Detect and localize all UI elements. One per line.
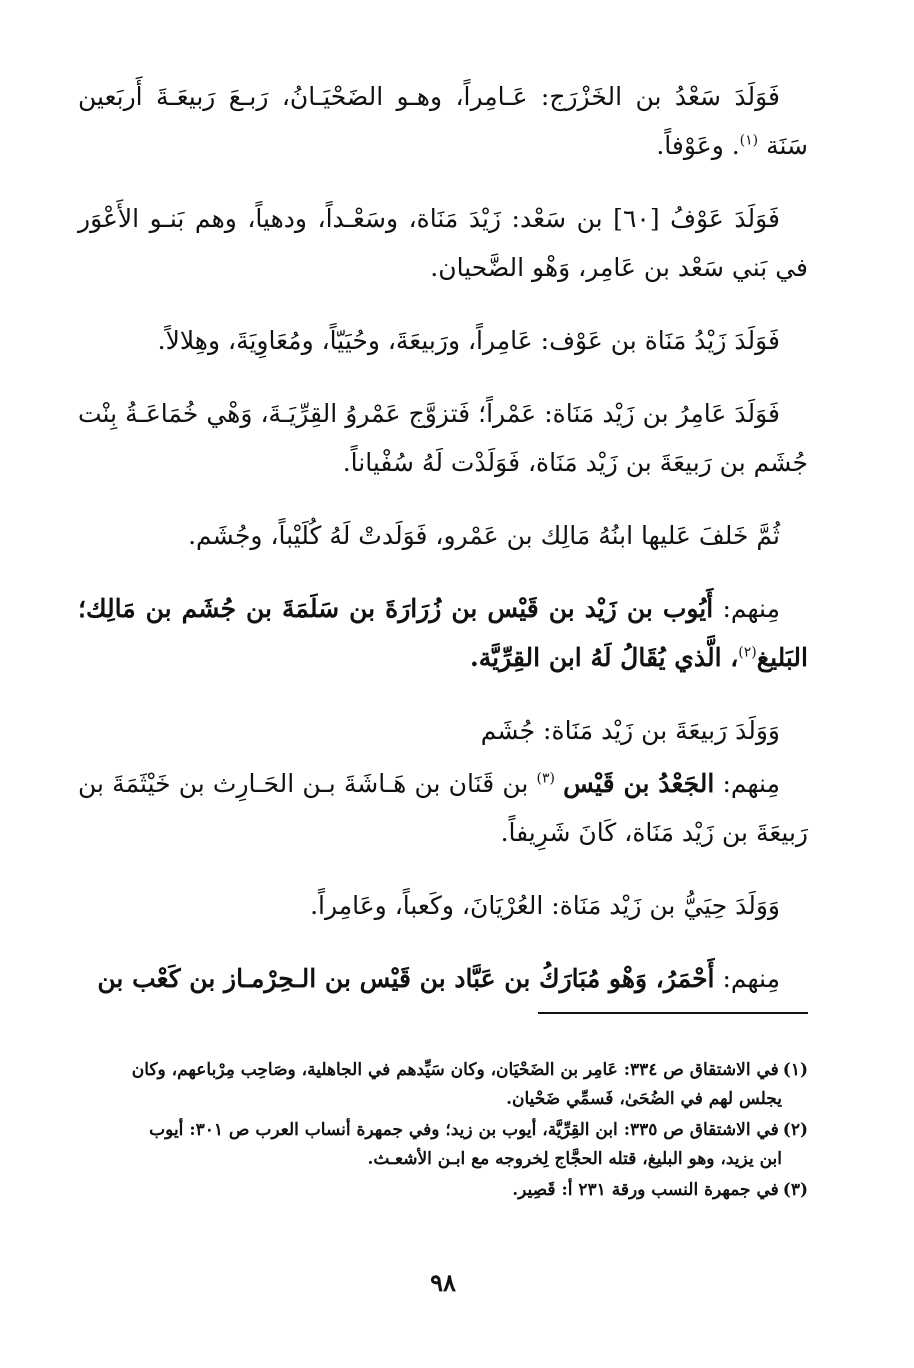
footnote-2 [78, 1116, 808, 1174]
paragraph-1-text: فَوَلَدَ سَعْدُ بن الخَزْرَج: عَـامِراً، وهـو الضَحْيَـانُ، رَبـعَ رَبيعَـةَ أَربَعين سَنَة [78, 82, 808, 160]
paragraph-8-text: الجَعْدُ بن قَيْس [563, 769, 715, 798]
paragraph-2 [78, 194, 808, 292]
paragraph-2-text: فَوَلَدَ عَوْفُ [٦٠] بن سَعْد: زَيْدَ مَنَاة، وسَعْـداً، ودهياً، وهم بَنـو الأَعْوَر في بَني سَعْد بن عَامِر، وَهْو الضَّحيان. [78, 204, 808, 282]
paragraph-10 [78, 954, 808, 1003]
paragraph-4 [78, 389, 808, 487]
footnote-3-number: (٣) [782, 1180, 808, 1200]
paragraph-5-text: ثُمَّ خَلفَ عَليها ابنُهُ مَالِك بن عَمْرو، فَوَلَدتْ لَهُ كُلَيْباً، وجُشَم. [188, 521, 780, 550]
footnote-2-line-2: ابن يزيد، وهو البليغ، قتله الحجَّاج لِخروجه مع ابـن الأشعـث. [367, 1149, 782, 1169]
footnote-ref-2: (٢) [738, 644, 757, 661]
footnote-divider [538, 1012, 808, 1014]
footnotes [78, 1056, 808, 1207]
footnote-2-number: (٢) [782, 1120, 808, 1140]
paragraph-10-text: أَحْمَرُ، وَهْو مُبَارَكُ بن عَبَّاد بن قَيْس بن الـحِرْمـاز بن كَعْب بن [97, 964, 715, 993]
footnote-3 [78, 1176, 808, 1205]
footnote-3-line-1: في جمهرة النسب ورقة ٢٣١ أ: قَصِير. [512, 1180, 779, 1200]
paragraph-4-text: فَوَلَدَ عَامِرُ بن زَيْد مَنَاة: عَمْراً؛ فَتزوَّج عَمْروُ القِرِّيَـةَ، وَهْي خُمَاعَـةُ بِنْت جُشَم بن رَبيعَةَ بن زَيْد مَنَاة، فَوَلَدْت لَهُ سُفْياناً. [78, 399, 808, 477]
paragraph-7-text: وَوَلَدَ رَبيعَةَ بن زَيْد مَنَاة: جُشَم [480, 716, 780, 745]
paragraph-6-text-end: ، الَّذي يُقَالُ لَهُ ابن القِرِّيَّة. [470, 643, 739, 672]
paragraph-8-lead: مِنهم: [722, 769, 780, 798]
book-page [78, 72, 808, 1322]
footnote-1-line-1: في الاشتقاق ص ٣٣٤: عَامِر بن الضَحْيَان، وكان سَيِّدهم في الجاهلية، وصَاحِب مِرْباعهم، وكان [131, 1060, 779, 1080]
paragraph-8-text-end: بن قَنَان بن هَـاشَةَ بـن الحَـارِث بن خَيْثَمَةَ بن رَبيعَةَ بن زَيْد مَنَاة، كَانَ شَرِيفاً. [78, 769, 808, 847]
paragraph-6 [78, 584, 808, 682]
footnote-ref-3: (٣) [536, 770, 555, 787]
paragraph-3-text: فَوَلَدَ زَيْدُ مَنَاة بن عَوْف: عَامِراً، ورَبيعَةَ، وحُيَيّاً، ومُعَاوِيَةَ، وهِلالاً. [157, 326, 780, 355]
paragraph-1 [78, 72, 808, 170]
paragraph-9 [78, 881, 808, 930]
paragraph-5 [78, 511, 808, 560]
paragraph-6-text: أَيُوب بن زَيْد بن قَيْس بن زُرَارَةَ بن سَلَمَةَ بن جُشَم بن مَالِك؛ البَليغ [78, 594, 808, 672]
page-number: ٩٨ [430, 1268, 456, 1297]
main-text [78, 72, 808, 1003]
paragraph-9-text: وَوَلَدَ حِيَيُّ بن زَيْد مَنَاة: العُرْيَانَ، وكَعباً، وعَامِراً. [310, 891, 780, 920]
paragraph-7 [78, 706, 808, 755]
paragraph-6-lead: مِنهم: [722, 594, 780, 623]
paragraph-8 [78, 759, 808, 857]
footnote-1-line-2: يجلس لهم في الضُحَىٰ، فَسمِّي ضَحْيان. [506, 1089, 782, 1109]
footnote-1 [78, 1056, 808, 1114]
footnote-1-number: (١) [782, 1060, 808, 1080]
footnote-ref-1: (١) [739, 132, 759, 149]
footnote-2-line-1: في الاشتقاق ص ٣٣٥: ابن القِرِّيَّة، أيوب بن زيد؛ وفي جمهرة أنساب العرب ص ٣٠١: أيوب [149, 1120, 779, 1140]
paragraph-1-text-end: . وعَوْفاً. [656, 131, 740, 160]
paragraph-3 [78, 316, 808, 365]
paragraph-10-lead: مِنهم: [722, 964, 780, 993]
